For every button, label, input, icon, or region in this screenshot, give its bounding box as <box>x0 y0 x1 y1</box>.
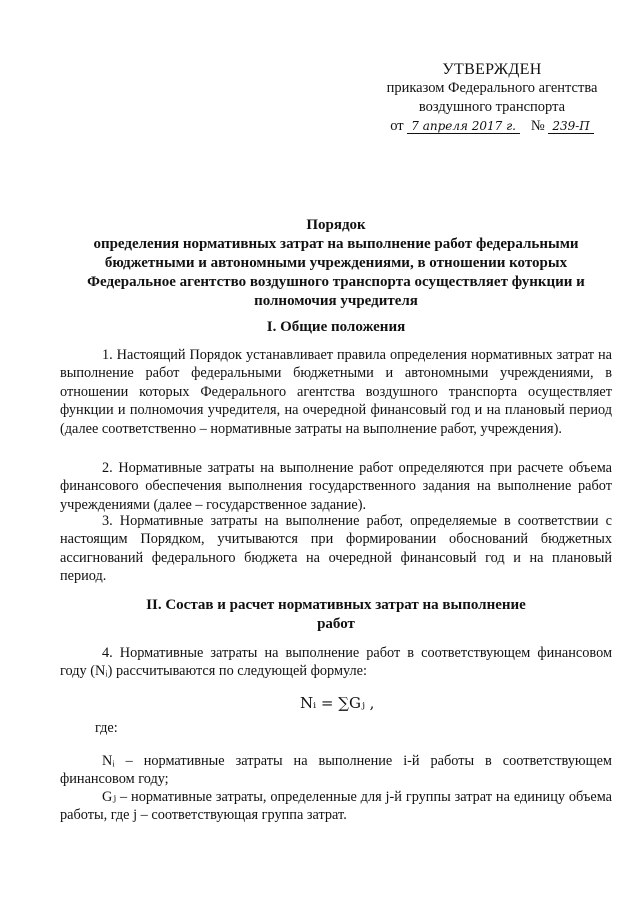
paragraph-4: 4. Нормативные затраты на выполнение работ в соответствующем финансовом году (Nᵢ) рассчитываются по следующей формуле: <box>60 645 612 680</box>
where-label: где: <box>95 720 118 736</box>
section-2-heading-line-2: работ <box>317 616 355 632</box>
paragraph-5: Nᵢ – нормативные затраты на выполнение i-й работы в соответствующем финансовом году; <box>60 753 612 788</box>
title-line-1: Порядок <box>306 217 366 233</box>
paragraph-3: 3. Нормативные затраты на выполнение работ, определяемые в соответствии с настоящим Порядком, учитываются при формировании обоснований бюджетных ассигнований федерального бюджета на очередной финансовый год и на плановый период. <box>60 513 612 585</box>
number-label: № <box>530 118 545 134</box>
document-title <box>60 216 612 311</box>
approval-agency-line: воздушного транспорта <box>418 99 566 115</box>
approval-heading: УТВЕРЖДЕН <box>442 61 542 78</box>
title-line-2: определения нормативных затрат на выполнение работ федеральными <box>93 236 579 252</box>
handwritten-date: 7 апреля 2017 г. <box>407 119 520 134</box>
approval-stamp <box>372 60 612 136</box>
paragraph-6: Gⱼ – нормативные затраты, определенные для j-й группы затрат на единицу объема работы, где j – соответствующая группа затрат. <box>60 789 612 824</box>
handwritten-number: 239-П <box>548 119 593 134</box>
section-2-heading-line-1: II. Состав и расчет нормативных затрат на выполнение <box>146 597 526 613</box>
paragraph-2: 2. Нормативные затраты на выполнение работ определяются при расчете объема финансового обеспечения выполнения государственного задания на выполнение работ учреждениями (далее – государственное задание). <box>60 460 612 513</box>
from-label: от <box>390 118 404 134</box>
approval-order-line: приказом Федерального агентства <box>386 80 598 96</box>
title-line-5: полномочия учредителя <box>254 293 418 309</box>
section-1-heading: I. Общие положения <box>266 319 406 335</box>
paragraph-1: 1. Настоящий Порядок устанавливает правила определения нормативных затрат на выполнение работ федеральными бюджетными и автономными учреждениями, в отношении которых Федерального агентства воздушного транспорта осуществляет функции и полномочия учредителя, на очередной финансовый год и на плановый период (далее соответственно – нормативные затраты на выполнение работ, учреждения). <box>60 347 612 437</box>
title-line-3: бюджетными и автономными учреждениями, в отношении которых <box>104 255 568 271</box>
section-2-heading <box>60 596 612 634</box>
title-line-4: Федеральное агентство воздушного транспорта осуществляет функции и <box>87 274 585 290</box>
formula: Nᵢ = ∑Gⱼ , <box>300 694 375 712</box>
approval-date-line <box>372 117 612 136</box>
